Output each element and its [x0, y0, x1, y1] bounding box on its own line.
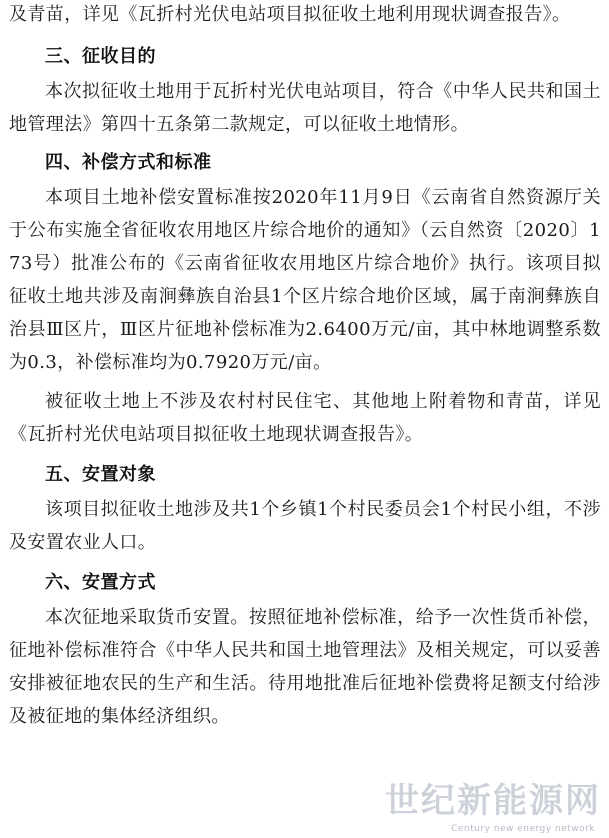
paragraph-resettlement-method: 本次征地采取货币安置。按照征地补偿标准，给予一次性货币补偿，征地补偿标准符合《中华人民共和国土地管理法》及相关规定，可以妥善安排被征地农民的生产和生活。待用地批准后征地补偿费将足额支付给涉及被征地的集体经济组织。 — [9, 607, 601, 727]
paragraph-land-survey-ref: 及青苗，详见《瓦折村光伏电站项目拟征收土地利用现状调查报告》。 — [9, 4, 571, 25]
heading-compensation: 四、补偿方式和标准 — [45, 152, 212, 173]
paragraph-attachments: 被征收土地上不涉及农村村民住宅、其他地上附着物和青苗，详见《瓦折村光伏电站项目拟征收土地现状调查报告》。 — [9, 391, 601, 445]
heading-purpose: 三、征收目的 — [45, 46, 156, 67]
heading-resettlement-targets: 五、安置对象 — [45, 464, 156, 485]
paragraph-compensation-standard: 本项目土地补偿安置标准按2020年11月9日《云南省自然资源厅关于公布实施全省征收农用地区片综合地价的通知》（云自然资〔2020〕173号）批准公布的《云南省征收农用地区片综合地价》执行。该项目拟征收土地共涉及南涧彝族自治县1个区片综合地价区域，属于南涧彝族自治县Ⅲ区片，Ⅲ区片征地补偿标准为2.6400万元/亩，其中林地调整系数为0.3，补偿标准均为0.7920万元/亩。 — [9, 187, 601, 373]
paragraph-resettlement-targets: 该项目拟征收土地涉及共1个乡镇1个村民委员会1个村民小组，不涉及安置农业人口。 — [9, 499, 601, 553]
watermark-subtitle: Century new energy network — [451, 824, 595, 834]
watermark-title: 世纪新能源网 — [385, 781, 601, 821]
paragraph-purpose: 本次拟征收土地用于瓦折村光伏电站项目，符合《中华人民共和国土地管理法》第四十五条第二款规定，可以征收土地情形。 — [9, 81, 601, 135]
heading-resettlement-method: 六、安置方式 — [45, 572, 156, 593]
